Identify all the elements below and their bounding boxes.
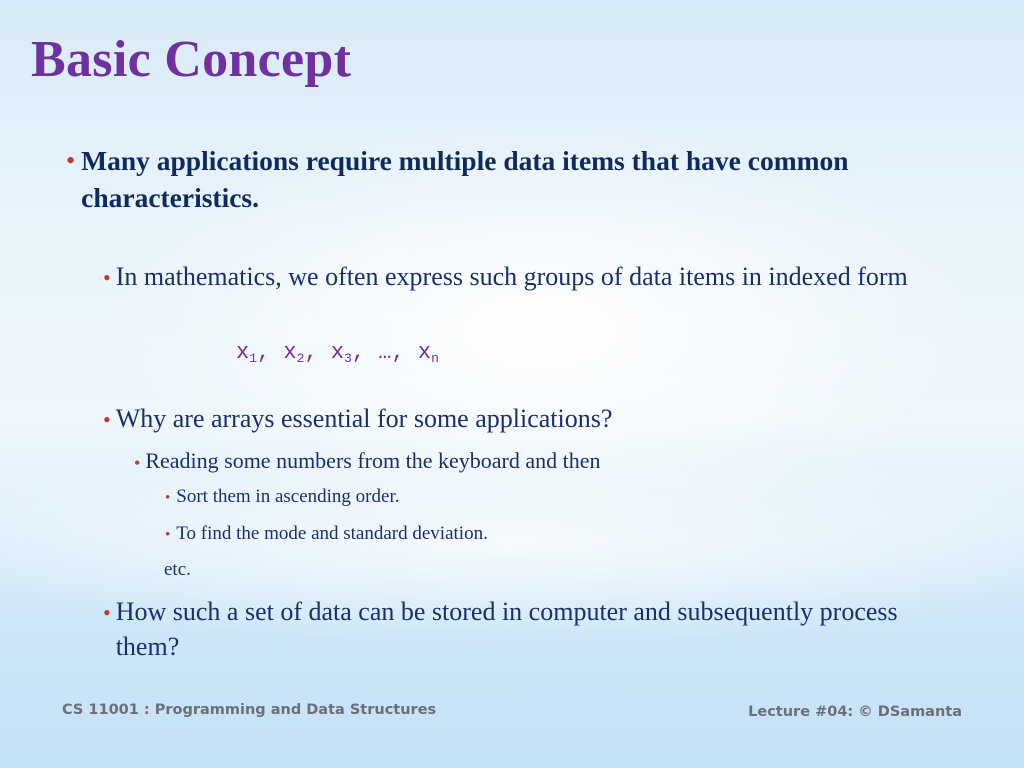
bullet-dot-icon: • [103,407,111,432]
bullet-dot-icon: • [165,527,171,543]
bullet-text: Sort them in ascending order. [176,486,400,507]
bullet-text: To find the mode and standard deviation. [176,523,488,544]
bullet-level2 [103,401,953,436]
formula-separator: , [257,340,284,365]
formula-separator: , [351,340,379,365]
slide-title: Basic Concept [31,31,352,88]
bullet-text: In mathematics, we often express such groups of data items in indexed form [115,262,908,291]
footer-lecture: Lecture #04: © DSamanta [748,704,962,720]
bullet-level2 [103,594,923,664]
bullet-dot-icon: • [134,453,141,473]
formula-separator: , [304,340,331,365]
bullet-dot-icon: • [66,146,76,175]
bullet-level4 [165,522,925,546]
bullet-text: How such a set of data can be stored in computer and subsequently process them? [115,597,898,661]
formula-subscript: 3 [344,351,352,366]
bullet-level3 [134,447,934,475]
formula-term: x [417,340,432,365]
bullet-dot-icon: • [103,265,111,290]
bullet-level4 [165,485,925,509]
formula-term: x [283,340,297,365]
etc-text: etc. [164,559,191,580]
formula-subscript: 1 [249,351,258,366]
bullet-level2 [103,259,953,294]
bullet-text: Many applications require multiple data items that have common characteristics. [81,145,849,213]
bullet-dot-icon: • [103,600,111,625]
bullet-text: Why are arrays essential for some applications? [115,404,613,433]
formula-term: x [236,340,250,365]
footer-course: CS 11001 : Programming and Data Structures [62,702,437,718]
formula-term: x [330,340,345,365]
formula-separator: , [391,340,418,365]
bullet-text: Reading some numbers from the keyboard and then [145,448,601,473]
indexed-formula [236,340,439,366]
bullet-level1 [66,142,971,216]
formula-subscript: n [431,351,439,366]
formula-subscript: 2 [296,351,305,366]
formula-term: … [378,340,392,365]
bullet-dot-icon: • [165,490,171,506]
